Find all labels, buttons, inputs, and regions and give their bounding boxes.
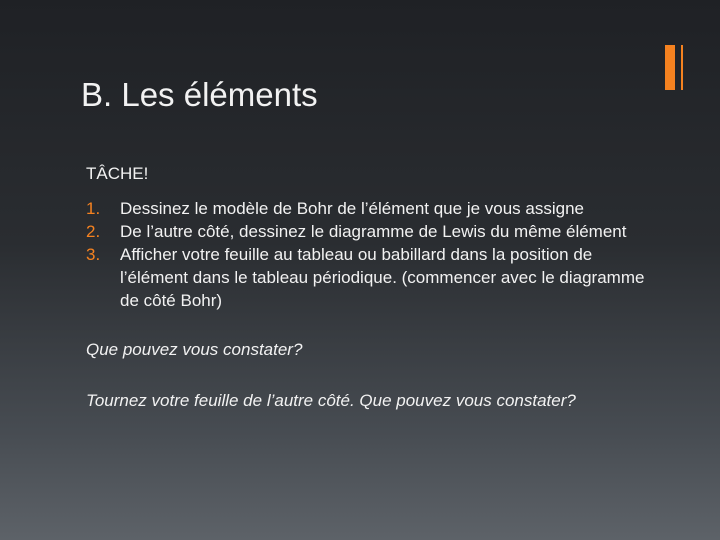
slide-title: B. Les éléments (81, 76, 318, 113)
list-number: 3. (86, 245, 101, 264)
list-text: De l’autre côté, dessinez le diagramme de Lewis du même élément (120, 222, 627, 241)
accent-bar-thick (665, 45, 675, 90)
task-heading: TÂCHE! (86, 164, 149, 183)
slide-body (86, 162, 646, 412)
accent-bar-thin (681, 45, 683, 90)
list-item (86, 243, 646, 312)
list-text: Afficher votre feuille au tableau ou babillard dans la position de l’élément dans le tableau périodique. (commencer avec le diagramme de côté Bohr) (120, 245, 645, 310)
list-number: 1. (86, 199, 101, 218)
question-two: Tournez votre feuille de l’autre côté. Que pouvez vous constater? (86, 391, 576, 410)
list-text: Dessinez le modèle de Bohr de l’élément que je vous assigne (120, 199, 584, 218)
list-item (86, 197, 646, 220)
list-item (86, 220, 646, 243)
question-one: Que pouvez vous constater? (86, 340, 303, 359)
list-number: 2. (86, 222, 101, 241)
task-list (86, 197, 646, 312)
